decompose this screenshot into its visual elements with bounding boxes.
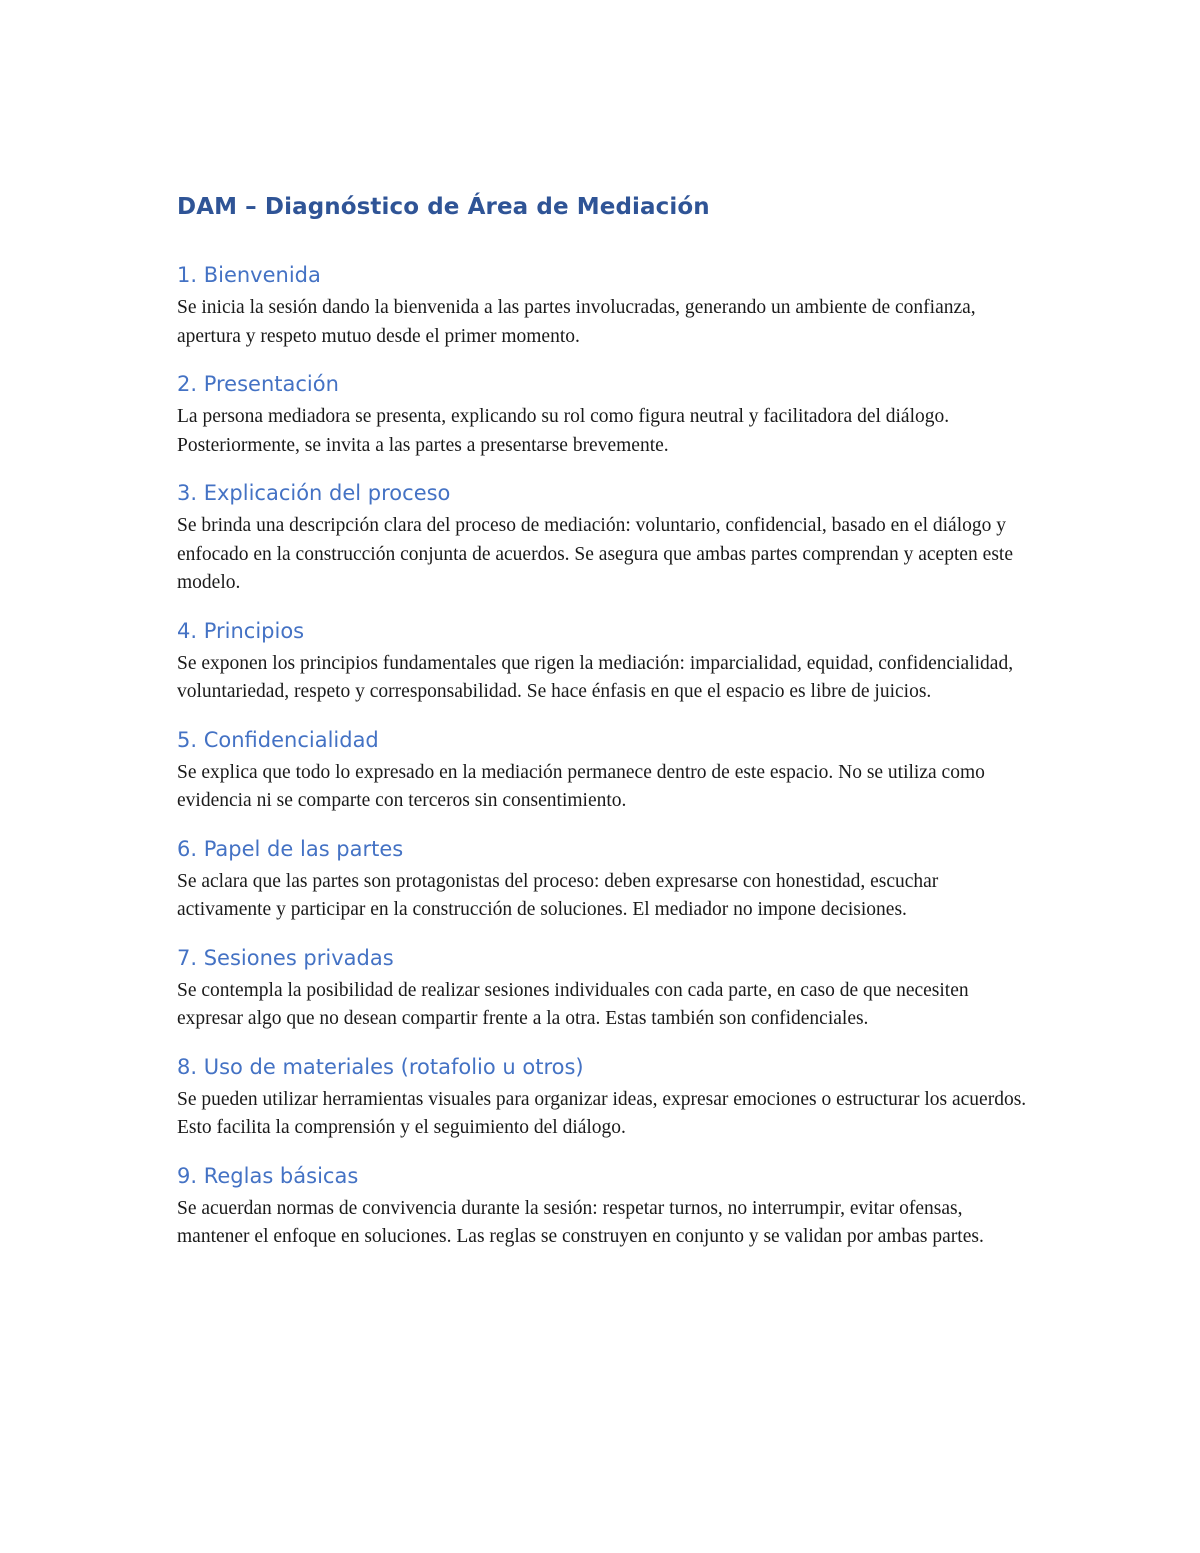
section-body: Se contempla la posibilidad de realizar sesiones individuales con cada parte, en caso de que necesiten expresar algo que no desean compartir frente a la otra. Estas también son confidenciales. bbox=[177, 979, 969, 1029]
section-body: Se acuerdan normas de convivencia durante la sesión: respetar turnos, no interrumpir, evitar ofensas, mantener el enfoque en soluciones. Las reglas se construyen en conjunto y se validan por ambas partes. bbox=[177, 1197, 984, 1247]
section-uso-materiales bbox=[177, 1050, 1037, 1143]
section-heading: 8. Uso de materiales (rotafolio u otros) bbox=[177, 1054, 584, 1079]
section-body: Se aclara que las partes son protagonistas del proceso: deben expresarse con honestidad, escuchar activamente y participar en la construcción de soluciones. El mediador no impone decisiones. bbox=[177, 870, 939, 920]
section-body: Se exponen los principios fundamentales que rigen la mediación: imparcialidad, equidad, confidencialidad, voluntariedad, respeto y corresponsabilidad. Se hace énfasis en que el espacio es libre de juicios. bbox=[177, 652, 1014, 702]
section-heading: 5. Confidencialidad bbox=[177, 727, 379, 752]
section-sesiones-privadas bbox=[177, 941, 1037, 1034]
section-heading: 3. Explicación del proceso bbox=[177, 481, 451, 505]
document-page bbox=[177, 190, 1037, 1268]
section-body: Se inicia la sesión dando la bienvenida a las partes involucradas, generando un ambiente de confianza, apertura y respeto mutuo desde el primer momento. bbox=[177, 297, 976, 347]
section-heading: 9. Reglas básicas bbox=[177, 1163, 359, 1188]
section-bienvenida bbox=[177, 258, 1037, 351]
section-body: Se brinda una descripción clara del proceso de mediación: voluntario, confidencial, basado en el diálogo y enfocado en la construcción conjunta de acuerdos. Se asegura que ambas partes comprendan y acepten este modelo. bbox=[177, 515, 1013, 593]
section-reglas-basicas bbox=[177, 1159, 1037, 1252]
section-papel-partes bbox=[177, 832, 1037, 925]
section-confidencialidad bbox=[177, 723, 1037, 816]
section-heading: 2. Presentación bbox=[177, 372, 339, 396]
section-heading: 7. Sesiones privadas bbox=[177, 945, 394, 970]
document-title: DAM – Diagnóstico de Área de Mediación bbox=[177, 194, 710, 220]
section-heading: 1. Bienvenida bbox=[177, 263, 321, 287]
section-body: Se explica que todo lo expresado en la mediación permanece dentro de este espacio. No se utiliza como evidencia ni se comparte con terceros sin consentimiento. bbox=[177, 761, 985, 811]
section-principios bbox=[177, 614, 1037, 707]
section-explicacion-proceso bbox=[177, 476, 1037, 598]
section-body: Se pueden utilizar herramientas visuales para organizar ideas, expresar emociones o estructurar los acuerdos. Esto facilita la comprensión y el seguimiento del diálogo. bbox=[177, 1088, 1027, 1138]
section-body: La persona mediadora se presenta, explicando su rol como figura neutral y facilitadora del diálogo. Posteriormente, se invita a las partes a presentarse brevemente. bbox=[177, 406, 950, 456]
section-presentacion bbox=[177, 367, 1037, 460]
section-heading: 6. Papel de las partes bbox=[177, 836, 404, 861]
section-heading: 4. Principios bbox=[177, 618, 305, 643]
